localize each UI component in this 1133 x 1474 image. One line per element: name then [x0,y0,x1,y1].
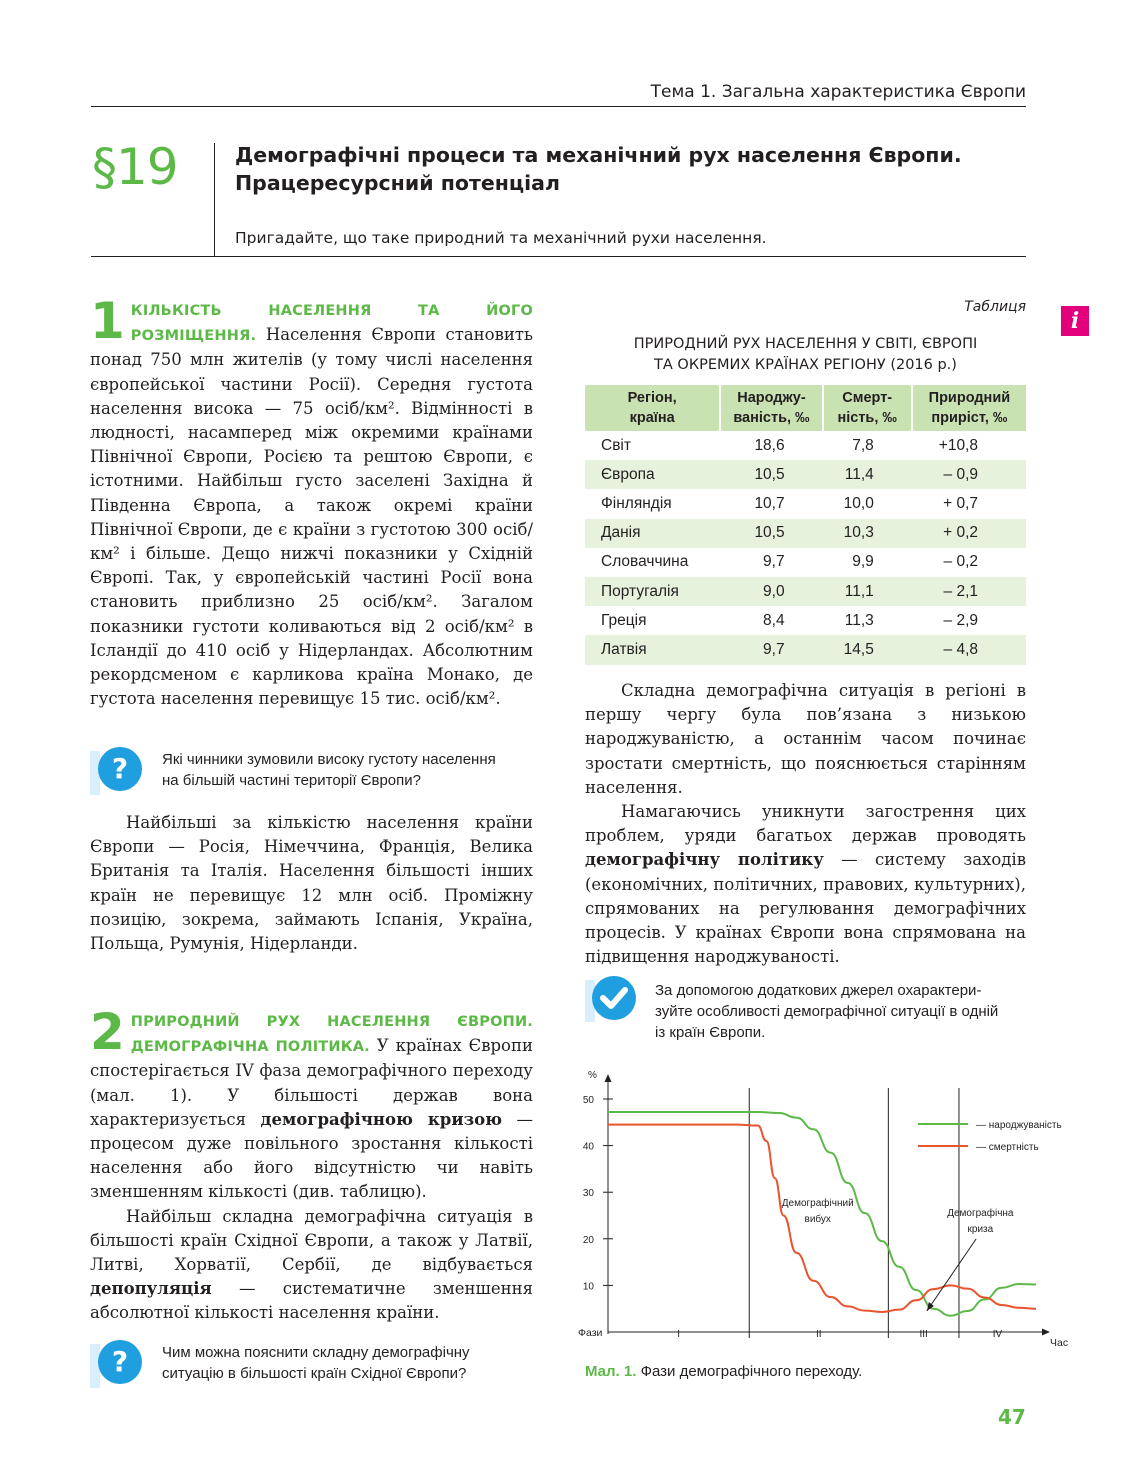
table-title-line2: ТА ОКРЕМИХ КРАЇНАХ РЕГІОНУ (2016 р.) [654,357,957,373]
y-tick-label: 50 [582,1095,594,1106]
question-2-line1: Чим можна пояснити складну демографічну [162,1344,470,1361]
y-tick-label: 40 [582,1141,594,1153]
section-1-heading: КІЛЬКІСТЬ НАСЕЛЕННЯ ТА ЙОГО РОЗМІЩЕННЯ. [130,303,533,345]
right-p2-b: — систему заходів (економічних, політичних, правових, культурних), спрямованих на регулювання демографічних процесів. У країнах Європи вона спрямована на підвищення народжуваності. [585,850,1026,967]
annotation-crisis-arrow [927,1239,976,1311]
table-cell: 11,4 [823,460,912,489]
title-divider [91,256,1026,257]
task-line1: За допомогою додаткових джерел охарактери- [655,982,982,999]
section-2 [90,1003,534,1326]
table-cell: Словаччина [601,553,689,571]
y-axis-arrow [605,1074,612,1082]
table-title [585,334,1026,376]
section-1 [90,292,534,711]
section-2-p1-a: У країнах Європи спостерігається IV фаза демографічного переходу (мал. 1). У більшості держав вона характеризується [90,1036,533,1129]
question-box-1 [90,745,533,801]
svg-text:?: ? [111,1345,129,1378]
table-header-row [585,385,1026,431]
legend-birth-label: — народжуваність [976,1120,1062,1131]
table-cell: 10,7 [754,494,785,512]
section-2-p2-a: Найбільш складна демографічна ситуація в більшості країн Східної Європи, а також у Латвії, Литві, Хорватії, Сербії, де відбувається [90,1206,533,1275]
table-cell: – 2,1 [912,577,1026,606]
table-row [585,548,1026,577]
phase-axis-label: Фази [578,1327,603,1339]
title-divider-vertical [214,143,215,257]
table-cell: 7,8 [852,436,874,454]
header-natural-increase: Природний приріст, ‰ [912,385,1026,431]
question-2-text [162,1342,470,1384]
legend-death-label: — смертність [976,1142,1039,1153]
figure-caption-label: Мал. 1. [585,1363,637,1380]
y-tick-label: 10 [582,1281,594,1293]
table-row [585,489,1026,518]
section-1-paragraph-1: Населення Європи становить понад 750 млн жителів (у тому числі населення європейської частини Росії). Середня густота населення висока — 75 осіб/км². Відмінності в людності, насамперед між окремими країнами Північної Європи, Росією та рештою Європи, є істотними. Найбільш густо заселені Західна й Південна Європа, а також окремі країни Північної Європи, де є країни з густотою 300 осіб/км² і більше. Дещо нижчі показники у Східній Європі. Так, у європейській частині Росії вона становить приблизно 25 осіб/км². Загалом показники густоти коливаються від 2 осіб/км² в Ісландії до 410 осіб у Нідерландах. Абсолютним рекордсменом є карликова країна Монако, де густота населення перевищує 15 тис. осіб/км². [90,325,534,709]
section-1-number: 1 [90,292,125,350]
section-2-p1-b: — процесом дуже повільного зростання кількості населення або його відсутністю чи навіть зменшенням кількості (див. таблицю). [90,1109,534,1202]
section-2-p2-b: — систематичне зменшення абсолютної кількості населення країни. [90,1279,533,1323]
question-icon [90,1338,146,1394]
svg-text:?: ? [111,752,129,785]
table-row [585,606,1026,635]
table-cell: 10,0 [843,494,874,512]
annotation-crisis-line2: криза [967,1224,994,1235]
task-text [655,980,1027,1043]
table-cell: 9,7 [763,553,785,571]
question-1-text [162,749,496,791]
table-cell: 11,1 [823,577,912,606]
table-row [585,519,1026,548]
table-row [585,577,1026,606]
task-line3: із країн Європи. [655,1024,766,1041]
header-death-rate: Смерт- ність, ‰ [823,385,912,431]
page-number: 47 [998,1405,1026,1429]
phase-label: I [677,1329,681,1340]
lesson-title-line2: Працересурсний потенціал [235,171,560,195]
term-demographic-crisis: демографічною кризою [260,1109,503,1129]
table-cell: – 0,9 [912,460,1026,489]
section-1-continued [90,811,533,956]
table-cell: +10,8 [938,436,978,454]
recall-prompt: Пригадайте, що таке природний та механічний рухи населення. [235,229,767,247]
check-icon [585,974,639,1028]
table-row [585,635,1026,664]
x-axis-arrow [1042,1329,1050,1336]
section-1-paragraph-2: Найбільші за кількістю населення країни Європи — Росія, Німеччина, Франція, Велика Британія та Італія. Населення більшості інших країн не перевищує 12 млн осіб. Проміжну позицію, зокрема, займають Іспанія, Україна, Польща, Румунія, Нідерланди. [90,813,533,954]
term-depopulation: депопуляція [90,1279,212,1299]
table-cell: – 0,2 [943,553,978,571]
phase-label: IV [992,1329,1003,1340]
table-cell: + 0,2 [912,519,1026,548]
figure-caption [585,1363,862,1380]
header-birth-rate: Народжу- ваність, ‰ [720,385,822,431]
section-2-number: 2 [90,1003,125,1061]
table-label: Таблиця [964,299,1026,315]
right-column-text [585,679,1026,969]
natural-movement-table [585,385,1026,665]
table-cell: + 0,7 [943,494,978,512]
header-divider [91,106,1026,107]
table-cell: 9,0 [720,577,822,606]
table-cell: 10,5 [720,460,822,489]
table-cell: 9,7 [720,635,822,664]
table-cell: 10,3 [823,519,912,548]
y-axis-label: % [588,1070,597,1081]
table-cell: Греція [601,611,647,629]
right-paragraph-1: Складна демографічна ситуація в регіоні в першу чергу була пов’язана з низькою народжуваністю, а останнім часом починає зростати смертність, що пояснюється старінням населення. [585,681,1026,797]
table-title-line1: ПРИРОДНИЙ РУХ НАСЕЛЕННЯ У СВІТІ, ЄВРОПІ [633,336,978,352]
table-cell: Фінляндія [601,494,672,512]
question-icon [90,745,146,801]
term-demographic-policy: демографічну політику [585,850,824,870]
table-cell: Португалія [585,577,720,606]
section-2-heading: ПРИРОДНИЙ РУХ НАСЕЛЕННЯ ЄВРОПИ. ДЕМОГРАФІЧНА ПОЛІТИКА. [130,1014,533,1056]
annotation-boom-line1: Демографічний [781,1198,854,1209]
table-row [585,460,1026,489]
phase-label: II [816,1329,822,1340]
lesson-title [235,141,1025,197]
question-1-line1: Які чинники зумовили високу густоту населення [162,751,496,768]
table-cell: Данія [585,519,720,548]
demographic-transition-chart [574,1060,1074,1350]
table-cell: Європа [585,460,720,489]
right-p2-a: Намагаючись уникнути загострення цих проблем, уряди багатьох держав проводять [585,802,1026,846]
table-cell: – 2,9 [943,611,978,629]
lesson-number: §19 [92,138,178,196]
info-icon: i [1061,306,1089,336]
table-cell: Латвія [585,635,720,664]
table-cell: – 4,8 [912,635,1026,664]
question-1-line2: на більшій частині території Європи? [162,772,421,789]
y-tick-label: 30 [582,1188,594,1200]
x-axis-label: Час [1050,1337,1069,1349]
table-row [585,431,1026,460]
table-cell: 8,4 [763,611,785,629]
phase-label: III [919,1329,928,1340]
table-cell: 18,6 [754,436,785,454]
question-box-2 [90,1338,533,1394]
table-cell: 11,3 [844,611,874,629]
lesson-title-line1: Демографічні процеси та механічний рух населення Європи. [235,143,962,167]
table-cell: Світ [601,436,631,454]
y-tick-label: 20 [582,1234,594,1246]
table-cell: 9,9 [852,553,874,571]
question-2-line2: ситуацію в більшості країн Східної Європи? [162,1365,467,1382]
annotation-boom-line2: вибух [804,1214,831,1225]
figure-caption-text: Фази демографічного переходу. [636,1363,863,1380]
task-line2: зуйте особливості демографічної ситуації в одній [655,1003,999,1020]
table-cell: 14,5 [823,635,912,664]
annotation-crisis-line1: Демографічна [947,1208,1014,1219]
table-cell: 10,5 [720,519,822,548]
header-title: Тема 1. Загальна характеристика Європи [650,82,1026,102]
header-region: Регіон, країна [585,385,720,431]
